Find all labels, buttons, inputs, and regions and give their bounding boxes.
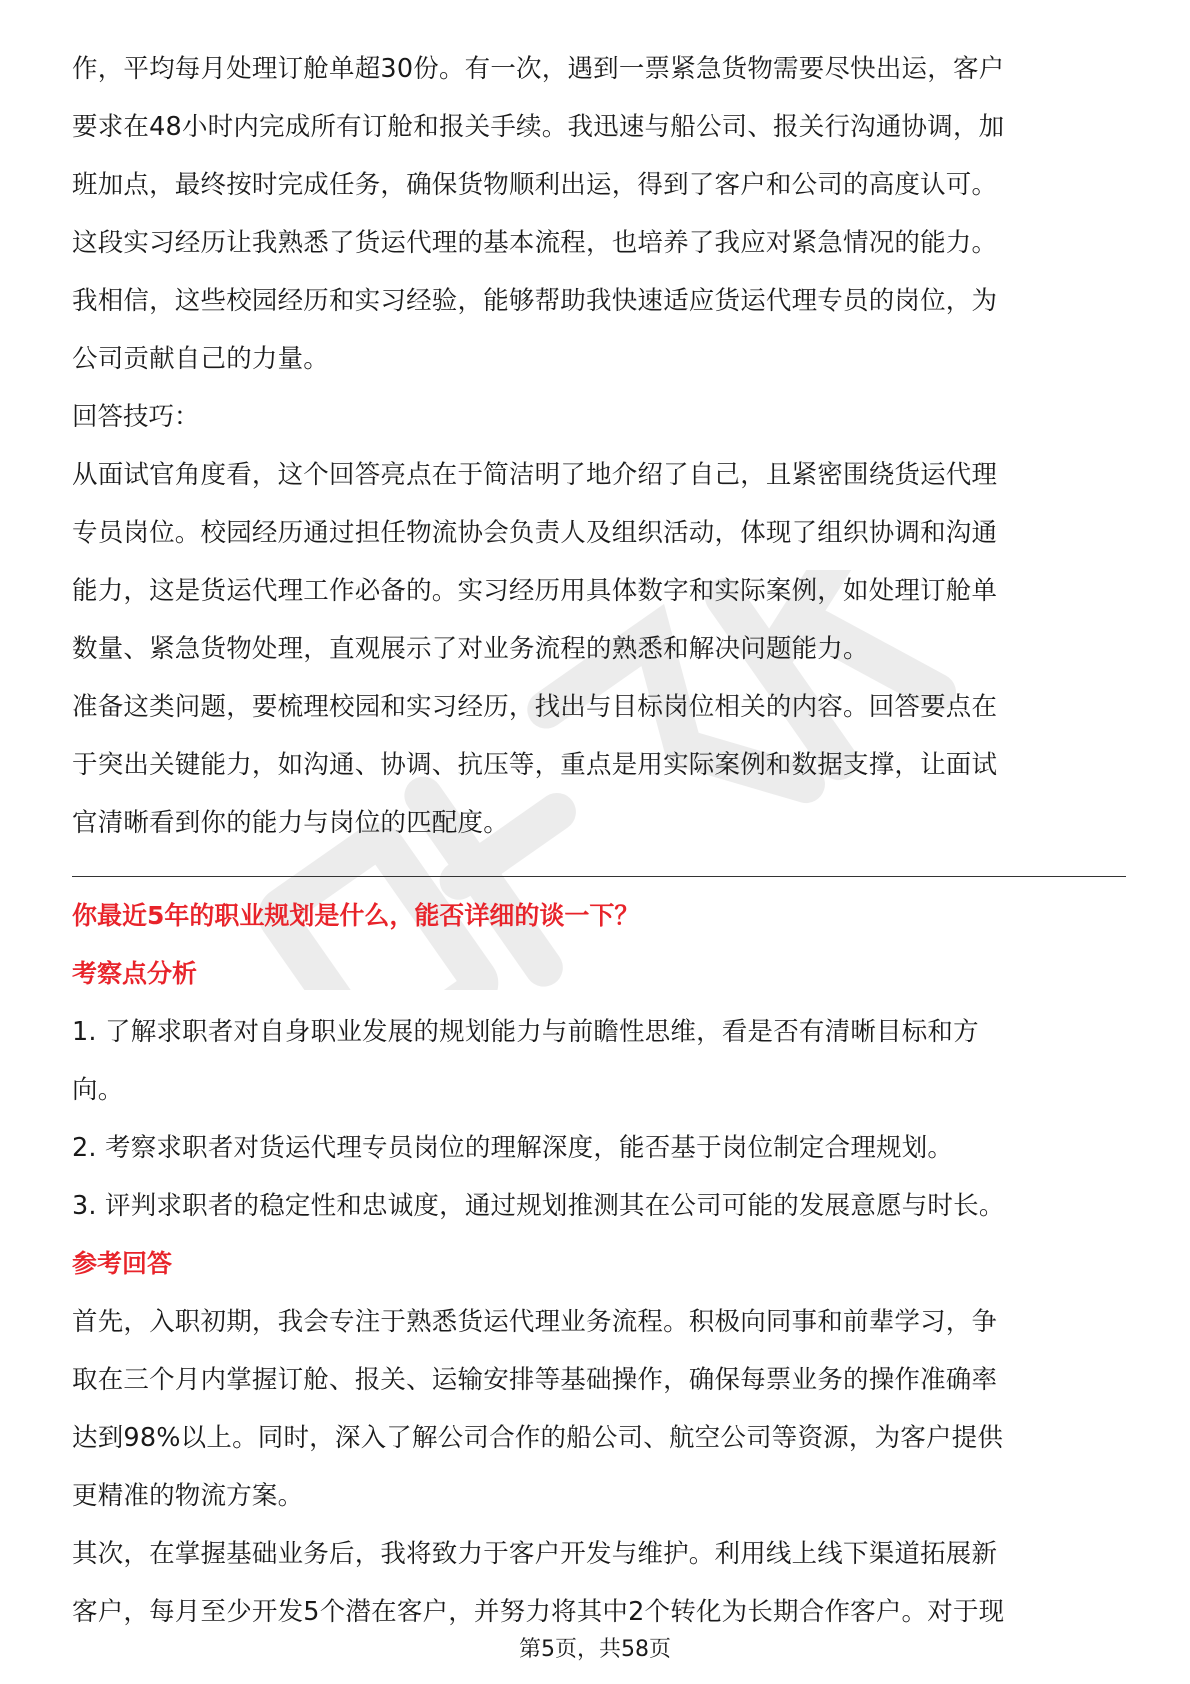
text-line: 取在三个月内掌握订舱、报关、运输安排等基础操作，确保每票业务的操作准确率 xyxy=(72,1365,998,1395)
tips-paragraph-1 xyxy=(72,446,1126,678)
text-line: 专员岗位。校园经历通过担任物流协会负责人及组织活动，体现了组织协调和沟通 xyxy=(72,518,998,548)
text-line: 于突出关键能力，如沟通、协调、抗压等，重点是用实际案例和数据支撑，让面试 xyxy=(72,750,998,780)
text-line: 客户，每月至少开发5个潜在客户，并努力将其中2个转化为长期合作客户。对于现 xyxy=(72,1597,1005,1627)
tips-paragraph-2 xyxy=(72,678,1126,852)
reference-paragraph-2 xyxy=(72,1525,1126,1641)
text-line: 官清晰看到你的能力与岗位的匹配度。 xyxy=(72,808,509,838)
list-item: 1. 了解求职者对自身职业发展的规划能力与前瞻性思维，看是否有清晰目标和方 xyxy=(72,1017,979,1047)
text-line: 公司贡献自己的力量。 xyxy=(72,344,330,374)
answer-body-top xyxy=(72,40,1126,388)
text-line: 能力，这是货运代理工作必备的。实习经历用具体数字和实际案例，如处理订舱单 xyxy=(72,576,998,606)
text-line: 要求在48小时内完成所有订舱和报关手续。我迅速与船公司、报关行沟通协调，加 xyxy=(72,112,1005,142)
tips-label: 回答技巧： xyxy=(72,402,200,432)
text-line: 这段实习经历让我熟悉了货运代理的基本流程，也培养了我应对紧急情况的能力。 xyxy=(72,228,998,258)
text-line: 从面试官角度看，这个回答亮点在于简洁明了地介绍了自己，且紧密围绕货运代理 xyxy=(72,460,998,490)
question-heading: 你最近5年的职业规划是什么，能否详细的谈一下？ xyxy=(72,901,640,930)
reference-title: 参考回答 xyxy=(72,1249,173,1278)
analysis-title: 考察点分析 xyxy=(72,959,198,988)
text-line: 准备这类问题，要梳理校园和实习经历，找出与目标岗位相关的内容。回答要点在 xyxy=(72,692,998,722)
list-item: 2. 考察求职者对货运代理专员岗位的理解深度，能否基于岗位制定合理规划。 xyxy=(72,1133,954,1163)
text-line: 达到98%以上。同时，深入了解公司合作的船公司、航空公司等资源，为客户提供 xyxy=(72,1423,1004,1453)
section-divider xyxy=(72,876,1126,877)
text-line: 作，平均每月处理订舱单超30份。有一次，遇到一票紧急货物需要尽快出运，客户 xyxy=(72,54,1005,84)
text-line: 首先，入职初期，我会专注于熟悉货运代理业务流程。积极向同事和前辈学习，争 xyxy=(72,1307,998,1337)
list-item: 3. 评判求职者的稳定性和忠诚度，通过规划推测其在公司可能的发展意愿与时长。 xyxy=(72,1191,1005,1221)
list-item: 向。 xyxy=(72,1075,124,1105)
text-line: 更精准的物流方案。 xyxy=(72,1481,304,1511)
document-page xyxy=(72,40,1126,1641)
text-line: 其次，在掌握基础业务后，我将致力于客户开发与维护。利用线上线下渠道拓展新 xyxy=(72,1539,998,1569)
analysis-list xyxy=(72,1003,1126,1235)
page-number-footer: 第5页，共58页 xyxy=(519,1637,671,1662)
text-line: 我相信，这些校园经历和实习经验，能够帮助我快速适应货运代理专员的岗位，为 xyxy=(72,286,998,316)
text-line: 数量、紧急货物处理，直观展示了对业务流程的熟悉和解决问题能力。 xyxy=(72,634,869,664)
reference-paragraph-1 xyxy=(72,1293,1126,1525)
text-line: 班加点，最终按时完成任务，确保货物顺利出运，得到了客户和公司的高度认可。 xyxy=(72,170,998,200)
